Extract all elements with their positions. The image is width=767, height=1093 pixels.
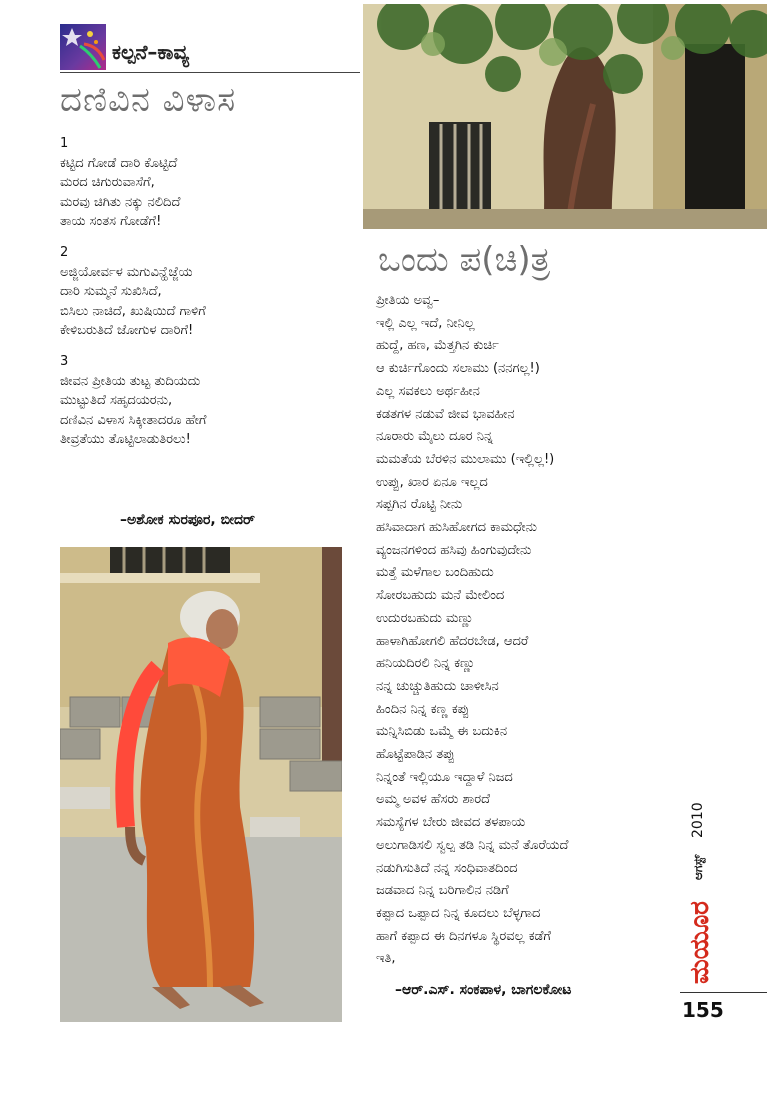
poem-line: ಅಮ್ಮ ಅವಳ ಹೆಸರು ಶಾರದೆ	[376, 792, 491, 808]
magazine-name: ಮಯೂರ	[685, 901, 712, 984]
page-number: 155	[682, 998, 724, 1022]
poem-line: ಅಲುಗಾಡಿಸಲಿ ಸ್ವಲ್ಪ ತಡಿ ನಿನ್ನ ಮನೆ ತೊರೆಯದೆ	[376, 837, 569, 853]
poem-line: ಇತಿ,	[376, 951, 396, 967]
poem1-title: ದಣಿವಿನ ವಿಳಾಸ	[60, 80, 237, 120]
poem-line: ನಿನ್ನಂತೆ ಇಲ್ಲಿಯೂ ಇದ್ದಾಳೆ ನಿಜದ	[376, 769, 513, 785]
poem-line: ಆ ಕುರ್ಚಿಗೊಂದು ಸಲಾಮು (ನನಗಲ್ಲ!)	[376, 361, 540, 377]
stanza	[60, 134, 350, 232]
poem-line: ಹಾಳಾಗಿಹೋಗಲಿ ಹೆದರಬೇಡ, ಆದರೆ	[376, 633, 529, 649]
stanza	[60, 352, 350, 450]
poem-line: ಹನಿಯದಿರಲಿ ನಿನ್ನ ಕಣ್ಣು	[376, 656, 476, 672]
poem-line: ಉಪ್ಪು, ಖಾರ ಏನೂ ಇಲ್ಲದ	[376, 474, 488, 490]
poem1-body	[60, 134, 350, 461]
poem-line: ದಾರಿ ಸುಮ್ಮನೆ ಸುಖಿಸಿದೆ,	[60, 284, 162, 300]
poem-line: ನೂರಾರು ಮೈಲು ದೂರ ನಿನ್ನ	[376, 429, 493, 445]
poem-line: ಕಪ್ಪಾದ ಒಪ್ಪಾದ ನಿನ್ನ ಕೂದಲು ಬೆಳ್ಳಗಾದ	[376, 905, 541, 921]
poem-line: ಜೀವನ ಪ್ರೀತಿಯ ತುಟ್ಟ ತುದಿಯದು	[60, 373, 201, 389]
poem-line: ಕೇಳಿಬರುತಿದೆ ಜೋಗುಳ ದಾರಿಗೆ!	[60, 323, 194, 339]
poem-line: ಅಜ್ಜಿಯೋರ್ವಳ ಮಗುವಿನ್ಹೆಜ್ಜೆಯ	[60, 264, 193, 280]
issue-year: 2010	[690, 802, 706, 838]
poem-line: ಸಮಸ್ಯೆಗಳ ಬೇರು ಜೀವದ ತಳಪಾಯ	[376, 815, 526, 831]
poem-line: ಬಿಸಿಲು ನಾಚಿದೆ, ಖುಷಿಯಿದೆ ಗಾಳಿಗೆ	[60, 303, 206, 319]
page-number-divider	[680, 992, 767, 993]
tree-wall-window-photo	[363, 4, 767, 229]
section-label: ಕಲ್ಪನೆ–ಕಾವ್ಯ	[112, 40, 190, 64]
poem-line: ಹಸಿವಾದಾಗ ಹುಸಿಹೋಗದ ಕಾಮಧೇನು	[376, 520, 538, 536]
poem-line: ಸೋರಬಹುದು ಮನೆ ಮೇಲಿಂದ	[376, 588, 505, 604]
poem-line: ಮರದ ಚಿಗುರುವಾಸೆಗೆ,	[60, 175, 155, 191]
poem-line: ನಡುಗಿಸುತಿದೆ ನನ್ನ ಸಂಧಿವಾತದಿಂದ	[376, 860, 518, 876]
poem-line: ಮತ್ತೆ ಮಳೆಗಾಲ ಬಂದಿಹುದು	[376, 565, 494, 581]
poem-line: ತೀವ್ರತೆಯು ತೊಟ್ಟಿಲಾಡುತಿರಲು!	[60, 432, 191, 448]
stanza-number: 2	[60, 244, 69, 260]
poem2-title: ಒಂದು ಪ(ಚಿ)ತ್ರ	[378, 240, 551, 280]
poem-line: ದಣಿವಿನ ವಿಳಾಸ ಸಿಕ್ಕೀತಾದರೂ ಹೇಗೆ	[60, 412, 207, 428]
poem-line: ಹುದ್ದೆ, ಹಣ, ಮೆತ್ತಗಿನ ಕುರ್ಚಿ	[376, 338, 499, 354]
poem-line: ಕಟ್ಟಿದ ಗೋಡೆ ದಾರಿ ಕೊಟ್ಟಿದೆ	[60, 155, 178, 171]
poem-line: ಮರವು ಚಿಗಿತು ನಕ್ಕು ನಲಿದಿದೆ	[60, 194, 181, 210]
poem-line: ಎಲ್ಲ ಸವಕಲು ಅರ್ಥಹೀನ	[376, 383, 480, 399]
poem-line: ವ್ಯಂಜನಗಳಿಂದ ಹಸಿವು ಹಿಂಗುವುದೇನು	[376, 542, 532, 558]
poem-line: ಮುಟ್ಟುತಿದೆ ಸಹೃದಯರನು,	[60, 393, 173, 409]
poem-line: ಪ್ರೀತಿಯ ಅವ್ವ–	[376, 293, 440, 308]
poem-line: ಉದುರಬಹುದು ಮಣ್ಣು	[376, 610, 474, 626]
poem-line: ಹಾಗೆ ಕಪ್ಪಾದ ಈ ದಿನಗಳೂ ಸ್ಥಿರವಲ್ಲ ಕಡೆಗೆ	[376, 928, 551, 944]
poem-line: ಇಲ್ಲಿ ಎಲ್ಲ ಇದೆ, ನೀನಿಲ್ಲ	[376, 315, 475, 331]
magazine-logo	[684, 888, 712, 984]
stanza-number: 3	[60, 353, 69, 369]
stanza	[60, 243, 350, 341]
poem-line: ಜಡವಾದ ನಿನ್ನ ಬರಿಗಾಲಿನ ನಡಿಗೆ	[376, 883, 509, 899]
poem-line: ಹೊಟ್ಟೆಪಾಡಿನ ತಪ್ಪು	[376, 747, 455, 763]
walking-woman-photo	[60, 547, 342, 1022]
poem-line: ಸಪ್ಪಗಿನ ರೊಟ್ಟಿ ನೀನು	[376, 497, 463, 513]
poem-line: ಮಮತೆಯ ಬೆರಳಿನ ಮುಲಾಮು (ಇಲ್ಲಿಲ್ಲ!)	[376, 451, 555, 467]
poem1-author: –ಅಶೋಕ ಸುರಪೂರ, ಬೀದರ್	[120, 512, 255, 528]
poem2-author: –ಆರ್.ಎಸ್. ಸಂಕಪಾಳ, ಬಾಗಲಕೋಟ	[395, 982, 572, 998]
issue-date	[684, 784, 710, 880]
poem-line: ಹಿಂದಿನ ನಿನ್ನ ಕಣ್ಣ ಕಪ್ಪು	[376, 701, 470, 717]
issue-month: ಆಗಸ್ಟ್	[691, 854, 705, 880]
poem-line: ನನ್ನ ಚುಚ್ಚುತಿಹುದು ಚಾಳೀಸಿನ	[376, 678, 499, 694]
poem-line: ಮನ್ನಿಸಿಬಿಡು ಒಮ್ಮೆ ಈ ಬದುಕಿನ	[376, 724, 508, 740]
header-divider	[60, 72, 360, 73]
poem2-body	[376, 290, 666, 971]
poem-line: ಕಡತಗಳ ನಡುವೆ ಜೀವ ಭಾವಹೀನ	[376, 406, 515, 422]
stanza-number: 1	[60, 136, 69, 151]
poem-line: ತಾಯ ಸಂತಸ ಗೋಡೆಗೆ!	[60, 214, 162, 230]
stars-icon	[60, 24, 106, 70]
